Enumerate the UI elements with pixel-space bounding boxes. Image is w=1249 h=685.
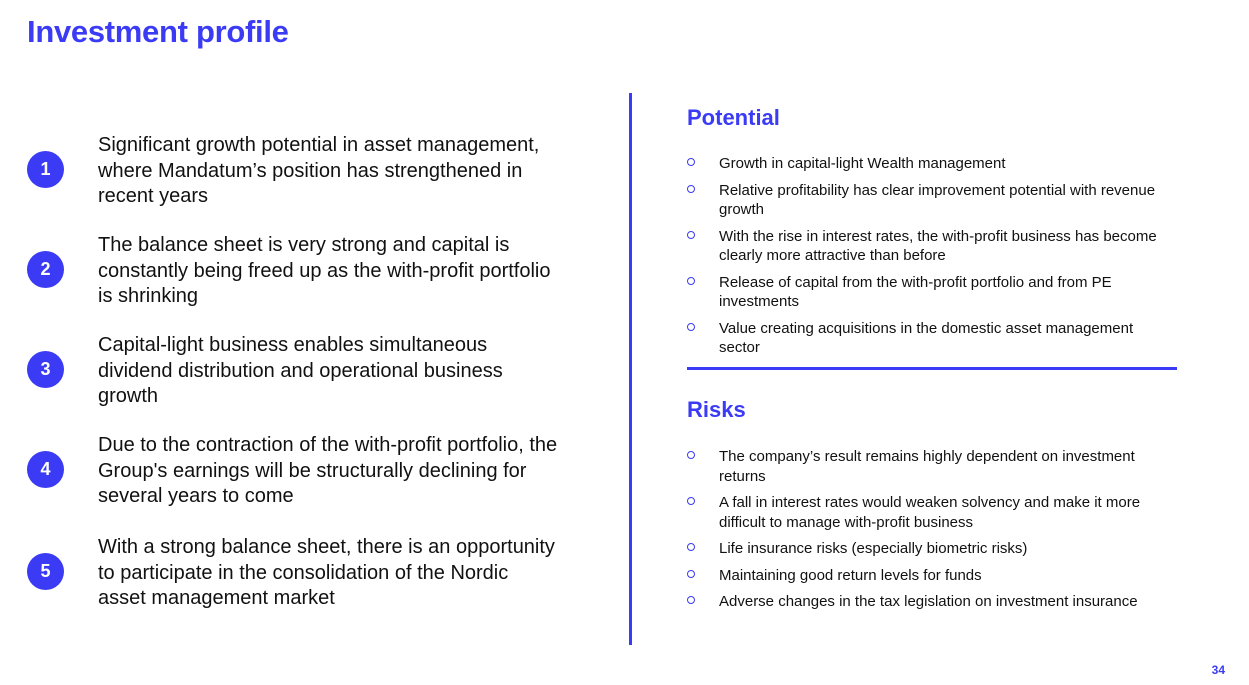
- key-point-text: The balance sheet is very strong and capital is constantly being freed up as the with-profit portfolio is shrinking: [98, 234, 551, 307]
- circle-bullet-icon: [687, 323, 695, 331]
- circle-bullet-icon: [687, 451, 695, 459]
- list-item: Relative profitability has clear improvement potential with revenue growth: [687, 181, 1167, 220]
- risks-heading: Risks: [687, 397, 746, 422]
- number-badge: 4: [27, 451, 64, 488]
- circle-bullet-icon: [687, 596, 695, 604]
- circle-bullet-icon: [687, 158, 695, 166]
- page-title: Investment profile: [27, 14, 289, 49]
- list-item: The company’s result remains highly dependent on investment returns: [687, 447, 1167, 486]
- number-badge: 5: [27, 553, 64, 590]
- number-badge: 2: [27, 251, 64, 288]
- vertical-divider: [629, 93, 632, 645]
- circle-bullet-icon: [687, 231, 695, 239]
- list-item: Adverse changes in the tax legislation on investment insurance: [687, 592, 1167, 612]
- key-point-text: With a strong balance sheet, there is an opportunity to participate in the consolidation of the Nordic asset management market: [98, 536, 555, 609]
- circle-bullet-icon: [687, 277, 695, 285]
- circle-bullet-icon: [687, 543, 695, 551]
- page-number: 34: [1211, 663, 1225, 677]
- list-item: Growth in capital-light Wealth management: [687, 154, 1167, 174]
- list-item: With the rise in interest rates, the with-profit business has become clearly more attractive than before: [687, 227, 1167, 266]
- list-item: Value creating acquisitions in the domestic asset management sector: [687, 319, 1167, 358]
- section-separator: [687, 367, 1177, 370]
- circle-bullet-icon: [687, 570, 695, 578]
- circle-bullet-icon: [687, 497, 695, 505]
- list-item: A fall in interest rates would weaken solvency and make it more difficult to manage with-profit business: [687, 493, 1167, 532]
- key-point-text: Due to the contraction of the with-profit portfolio, the Group's earnings will be structurally declining for several years to come: [98, 434, 558, 507]
- risks-list: [687, 447, 1167, 619]
- key-point-text: Capital-light business enables simultaneous dividend distribution and operational business growth: [98, 334, 503, 407]
- potential-heading: Potential: [687, 105, 780, 130]
- circle-bullet-icon: [687, 185, 695, 193]
- list-item: Maintaining good return levels for funds: [687, 566, 1167, 586]
- number-badge: 1: [27, 151, 64, 188]
- key-point-text: Significant growth potential in asset management, where Mandatum’s position has strengthened in recent years: [98, 134, 540, 207]
- list-item: Life insurance risks (especially biometric risks): [687, 539, 1167, 559]
- list-item: Release of capital from the with-profit portfolio and from PE investments: [687, 273, 1167, 312]
- potential-list: [687, 154, 1167, 365]
- number-badge: 3: [27, 351, 64, 388]
